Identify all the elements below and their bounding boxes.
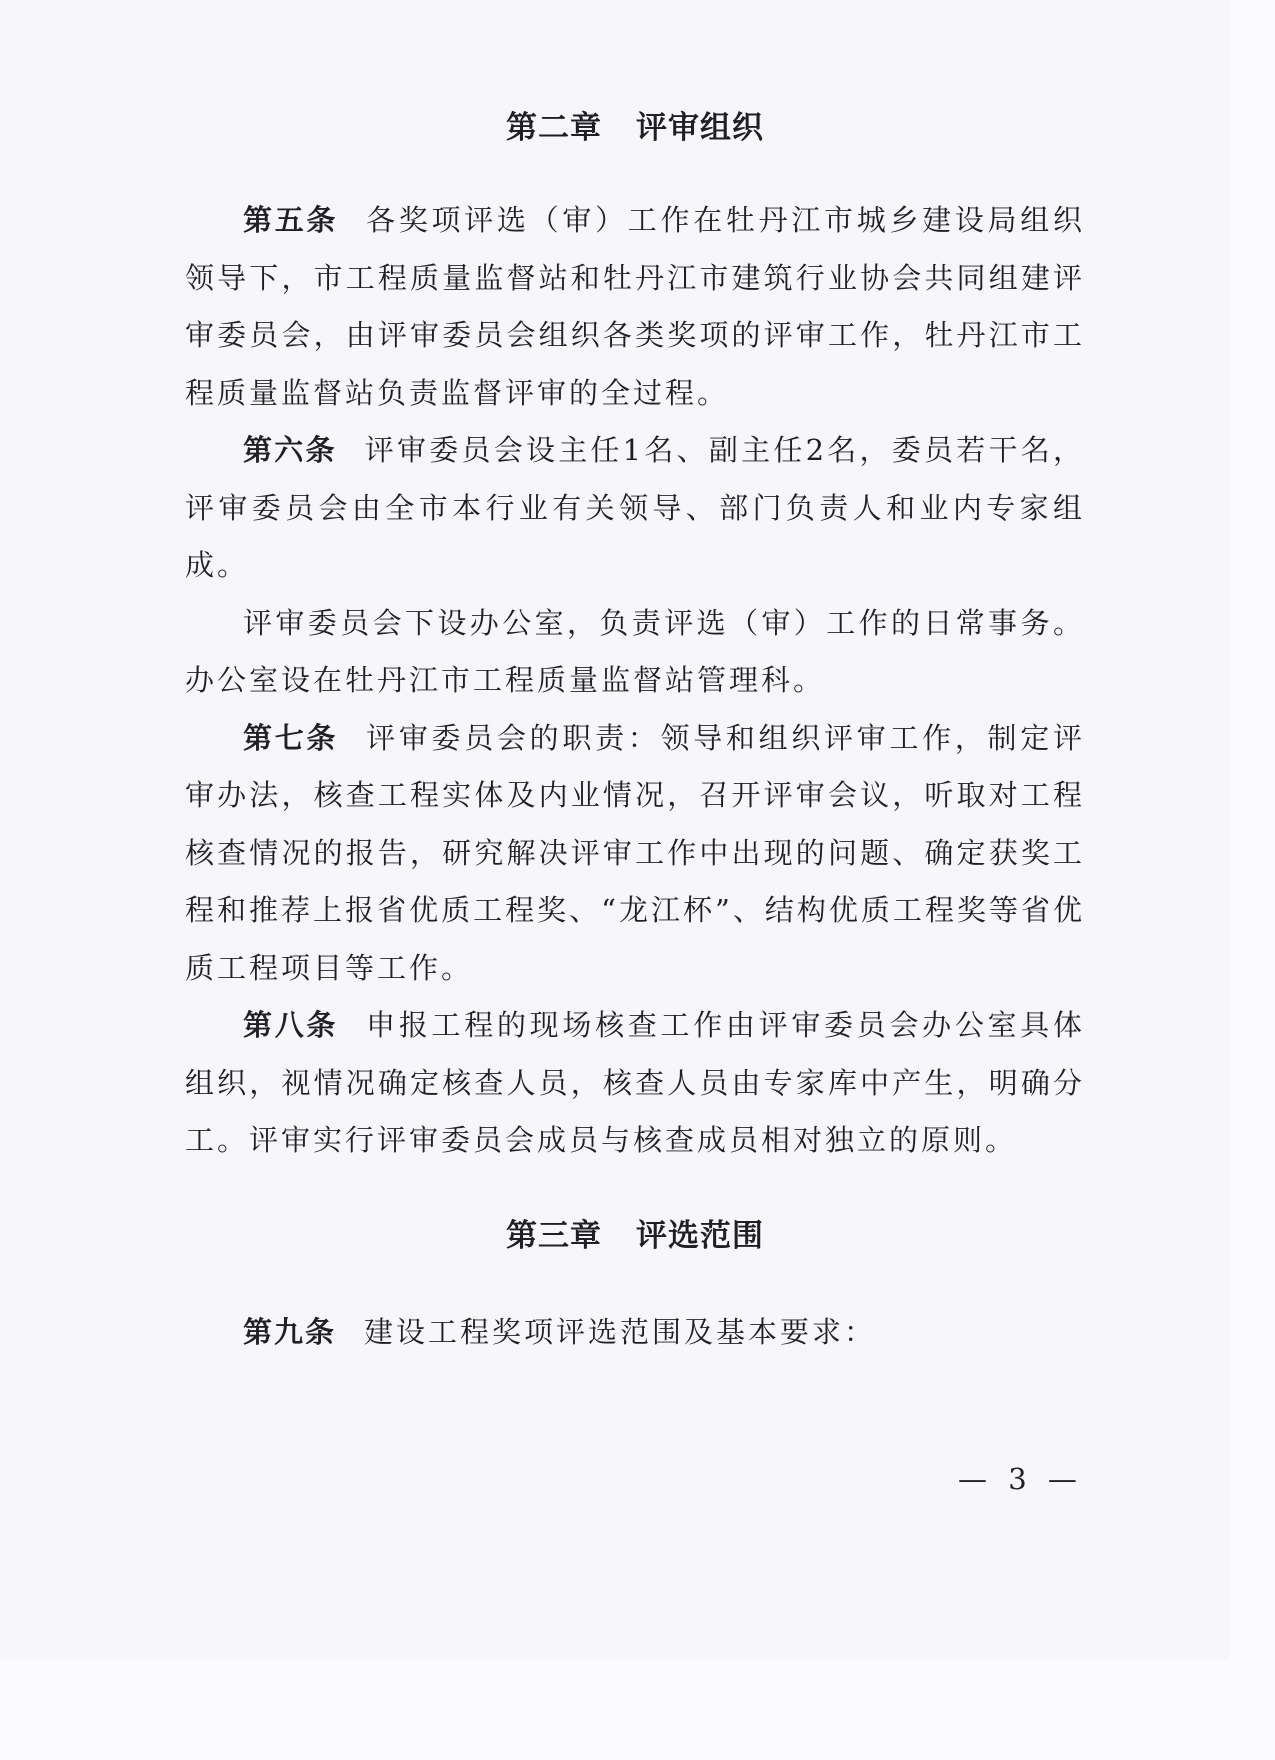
chapter-2-title: 评审组织 <box>636 110 764 146</box>
office-paragraph <box>185 595 1085 710</box>
chapter-3-title: 评选范围 <box>636 1217 764 1254</box>
article-6-text: 评审委员会设主任1名、副主任2名，委员若干名，评审委员会由全市本行业有关领导、部门负责人和业内专家组成。 <box>185 433 1085 582</box>
chapter-3-number: 第三章 <box>506 1217 602 1254</box>
office-paragraph-text: 评审委员会下设办公室，负责评选（审）工作的日常事务。办公室设在牡丹江市工程质量监督站管理科。 <box>185 605 1085 697</box>
chapter-2-heading <box>185 98 1085 158</box>
article-5 <box>185 192 1085 422</box>
article-9 <box>185 1304 1085 1362</box>
article-9-label: 第九条 <box>243 1314 337 1349</box>
article-9-text: 建设工程奖项评选范围及基本要求： <box>364 1314 877 1349</box>
article-6-label: 第六条 <box>243 433 337 467</box>
article-6 <box>185 422 1085 595</box>
article-5-label: 第五条 <box>243 203 339 237</box>
article-7 <box>185 710 1085 998</box>
article-8-text: 申报工程的现场核查工作由评审委员会办公室具体组织，视情况确定核查人员，核查人员由专家库中产生，明确分工。评审实行评审委员会成员与核查成员相对独立的原则。 <box>185 1008 1085 1157</box>
page-number: — 3 — <box>958 1462 1083 1496</box>
article-8 <box>185 997 1085 1170</box>
page-content <box>185 98 1085 1361</box>
chapter-3-heading <box>185 1206 1085 1266</box>
article-5-text: 各奖项评选（审）工作在牡丹江市城乡建设局组织领导下，市工程质量监督站和牡丹江市建筑行业协会共同组建评审委员会，由评审委员会组织各类奖项的评审工作，牡丹江市工程质量监督站负责监督评审的全过程。 <box>185 203 1085 410</box>
article-7-label: 第七条 <box>243 720 339 755</box>
article-8-label: 第八条 <box>243 1008 339 1042</box>
article-7-text: 评审委员会的职责：领导和组织评审工作，制定评审办法，核查工程实体及内业情况，召开评审会议，听取对工程核查情况的报告，研究解决评审工作中出现的问题、确定获奖工程和推荐上报省优质工程奖、“龙江杯”、结构优质工程奖等省优质工程项目等工作。 <box>185 720 1085 985</box>
chapter-2-number: 第二章 <box>506 110 602 146</box>
